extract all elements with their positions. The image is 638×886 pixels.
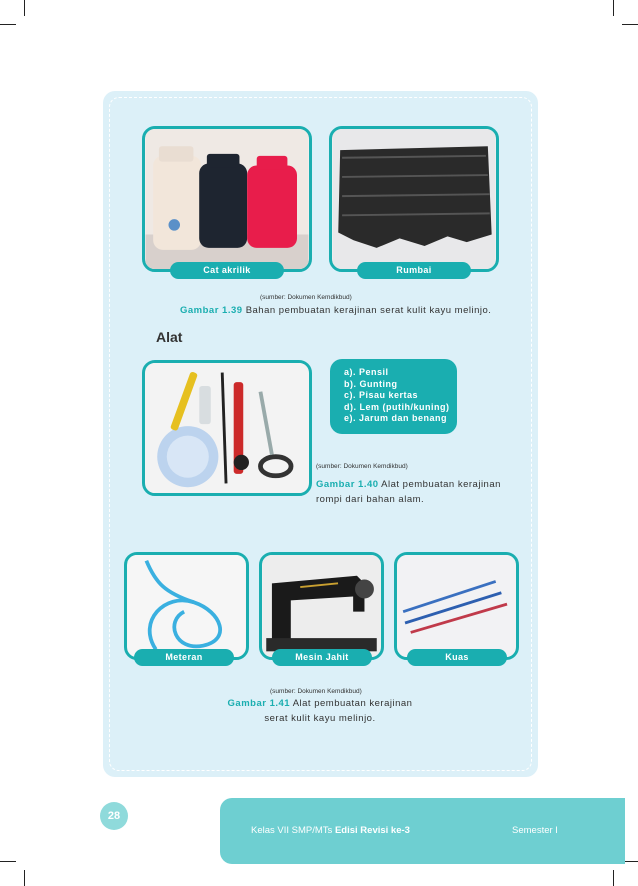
footer-book-prefix: Kelas VII SMP/MTs bbox=[251, 825, 333, 836]
crop-mark bbox=[0, 24, 16, 25]
section-heading: Alat bbox=[156, 329, 183, 345]
footer-book-title bbox=[251, 825, 410, 836]
figure-141-caption bbox=[200, 696, 440, 726]
figure-141-number: Gambar 1.41 bbox=[227, 698, 291, 709]
figure-140-line1: Alat pembuatan kerajinan bbox=[381, 479, 501, 490]
brushes-image bbox=[397, 555, 516, 657]
tool-list-item: c). Pisau kertas bbox=[344, 390, 419, 400]
photo-brushes bbox=[394, 552, 519, 660]
tool-list-item: b). Gunting bbox=[344, 378, 398, 389]
figure-139-number: Gambar 1.39 bbox=[180, 305, 243, 316]
tool-list-item: e). Jarum dan benang bbox=[344, 413, 448, 423]
tool-list-item: d). Lem (putih/kuning) bbox=[344, 401, 450, 412]
figure-140-number: Gambar 1.40 bbox=[316, 479, 379, 490]
footer-semester: Semester I bbox=[512, 825, 558, 836]
tool-list bbox=[330, 359, 457, 434]
crop-mark bbox=[0, 861, 16, 862]
footer-book-edition: Edisi Revisi ke-3 bbox=[334, 825, 410, 836]
tools-image bbox=[145, 363, 309, 493]
crop-mark bbox=[24, 870, 25, 886]
crop-mark bbox=[613, 870, 614, 886]
measuring-tape-image bbox=[127, 555, 246, 657]
tool-list-item: a). Pensil bbox=[344, 367, 389, 377]
page-number: 28 bbox=[100, 802, 128, 830]
photo-sewing-machine bbox=[259, 552, 384, 660]
label-fringe: Rumbai bbox=[357, 262, 471, 279]
figure-140-caption bbox=[316, 477, 516, 507]
acrylic-paint-image bbox=[145, 129, 309, 269]
crop-mark bbox=[622, 24, 638, 25]
photo-acrylic-paint bbox=[142, 126, 312, 272]
figure-140-line2: rompi dari bahan alam. bbox=[316, 494, 425, 505]
figure-141-source: (sumber: Dokumen Kemdikbud) bbox=[270, 688, 362, 695]
figure-141-line2: serat kulit kayu melinjo. bbox=[264, 713, 376, 724]
sewing-machine-image bbox=[262, 555, 381, 657]
label-sewing-machine: Mesin Jahit bbox=[272, 649, 372, 666]
figure-140-source: (sumber: Dokumen Kemdikbud) bbox=[316, 463, 408, 470]
photo-fringe bbox=[329, 126, 499, 272]
crop-mark bbox=[613, 0, 614, 16]
label-acrylic-paint: Cat akrilik bbox=[170, 262, 284, 279]
label-measuring-tape: Meteran bbox=[134, 649, 234, 666]
photo-measuring-tape bbox=[124, 552, 249, 660]
figure-141-line1: Alat pembuatan kerajinan bbox=[292, 698, 413, 709]
label-brushes: Kuas bbox=[407, 649, 507, 666]
crop-mark bbox=[24, 0, 25, 16]
photo-tools bbox=[142, 360, 312, 496]
fringe-image bbox=[332, 129, 496, 269]
figure-139-caption bbox=[180, 303, 491, 318]
figure-139-source: (sumber: Dokumen Kemdikbud) bbox=[260, 294, 352, 301]
figure-139-text: Bahan pembuatan kerajinan serat kulit kayu melinjo. bbox=[245, 305, 492, 316]
